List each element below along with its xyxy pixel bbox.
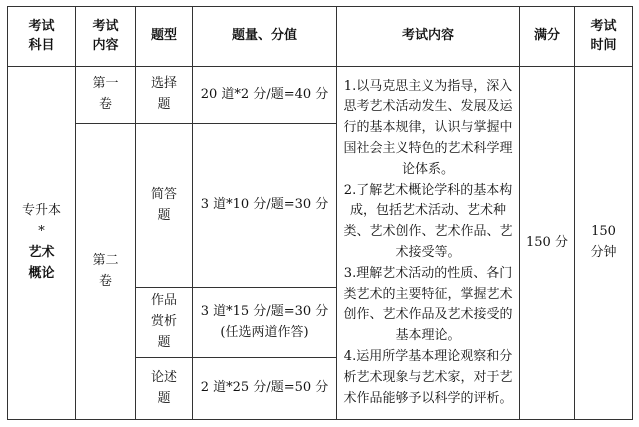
question-type: 简答 题 [136, 124, 193, 288]
header-subject: 考试 科目 [8, 7, 76, 67]
subject-cell [8, 67, 76, 420]
header-content: 考试 内容 [76, 7, 136, 67]
table-row [8, 67, 633, 124]
exam-content-item: 2.了解艺术概论学科的基本构成，包括艺术活动、艺术种类、艺术创作、艺术作品、艺术接受等。 [343, 182, 513, 260]
exam-table [7, 6, 633, 420]
exam-content-cell [337, 67, 520, 420]
volume-second: 第二 卷 [76, 124, 136, 420]
header-type: 题型 [136, 7, 193, 67]
question-type: 论述 题 [136, 358, 193, 420]
exam-content-item: 1.以马克思主义为指导，深入思考艺术活动发生、发展及运行的基本规律，认识与掌握中国社会主义特色的艺术科学理论体系。 [343, 78, 513, 177]
header-row [8, 7, 633, 67]
time-cell: 150 分钟 [575, 67, 633, 420]
volume-first: 第一 卷 [76, 67, 136, 124]
question-type: 作品 赏析 题 [136, 288, 193, 358]
exam-content-item: 3.理解艺术活动的性质、各门类艺术的主要特征，掌握艺术创作、艺术作品及艺术接受的基本理论。 [343, 265, 513, 344]
question-quantity: 2 道*25 分/题=50 分 [193, 358, 337, 420]
header-exam-content: 考试内容 [337, 7, 520, 67]
full-score-cell: 150 分 [520, 67, 575, 420]
subject-name: 艺术 概论 [28, 245, 55, 281]
question-quantity: 3 道*10 分/题=30 分 [193, 124, 337, 288]
question-quantity: 3 道*15 分/题=30 分 (任选两道作答) [193, 288, 337, 358]
header-full-score: 满分 [520, 7, 575, 67]
header-time: 考试 时间 [575, 7, 633, 67]
exam-content-item: 4.运用所学基本理论观察和分析艺术现象与艺术家，对于艺术作品能够予以科学的评析。 [343, 348, 513, 406]
subject-star: * [38, 224, 45, 240]
header-quantity-score: 题量、分值 [193, 7, 337, 67]
question-type: 选择 题 [136, 67, 193, 124]
question-quantity: 20 道*2 分/题=40 分 [193, 67, 337, 124]
subject-level: 专升本 [21, 203, 61, 219]
